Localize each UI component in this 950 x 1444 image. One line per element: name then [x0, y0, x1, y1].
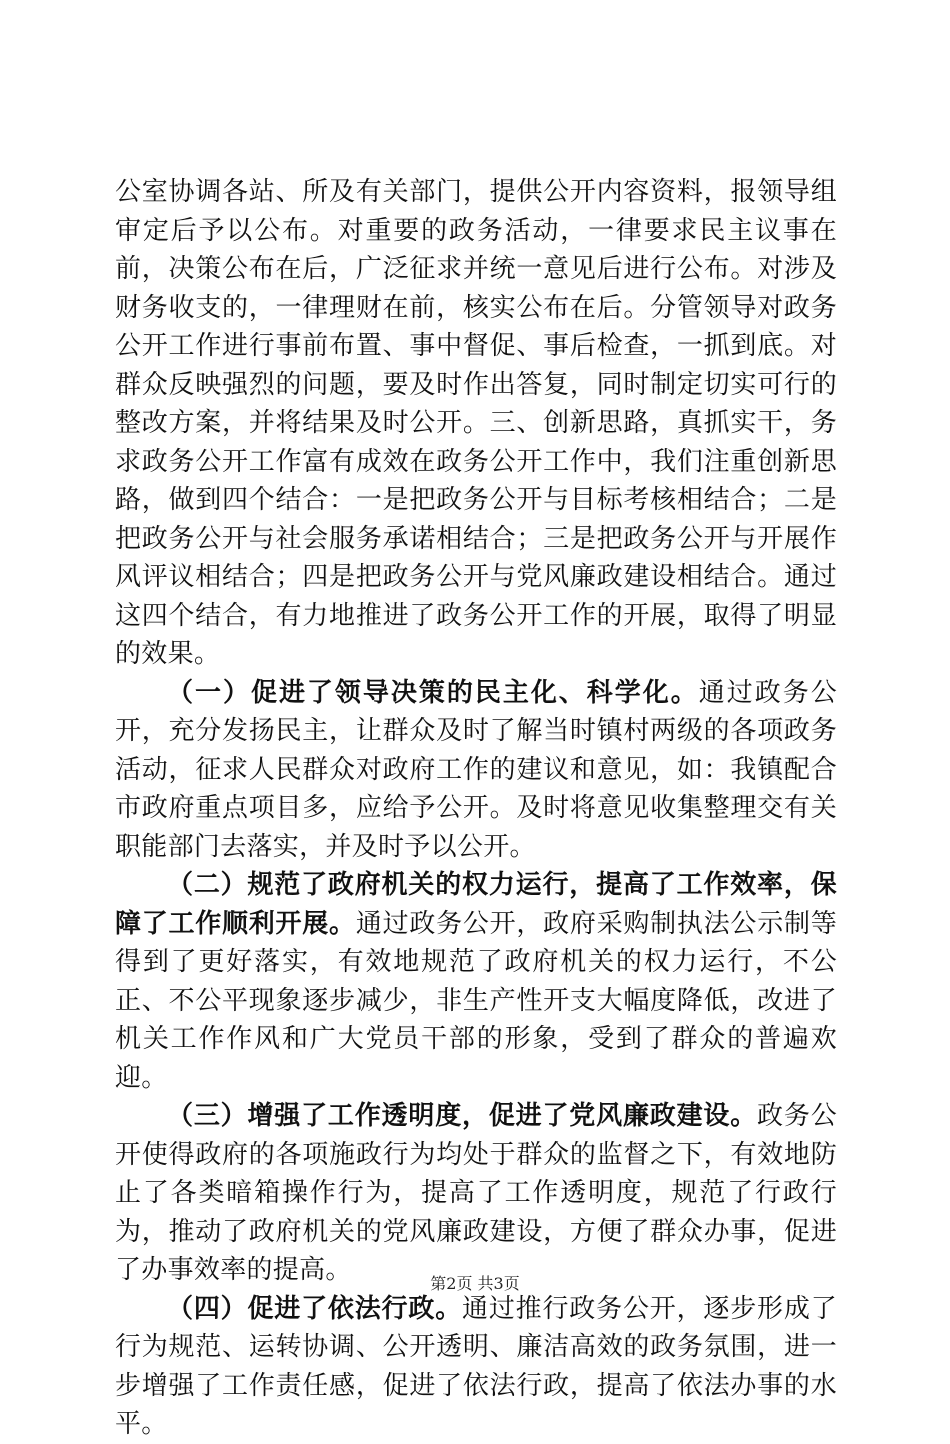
- section-paragraph-2: [115, 866, 837, 1097]
- section-text-2: 通过政务公开，政府采购制执法公示制等得到了更好落实，有效地规范了政府机关的权力运行，不公正、不公平现象逐步减少，非生产性开支大幅度降低，改进了机关工作作风和广大党员干部的形象，受到了群众的普遍欢迎。: [115, 908, 838, 1093]
- section-heading-2: （二）规范了政府机关的权力运行，提高了工作效率，保障了工作顺利开展。: [115, 870, 837, 939]
- section-paragraph-1: [115, 674, 837, 867]
- section-heading-4: （四）促进了依法行政。: [167, 1293, 463, 1324]
- section-paragraph-3: [115, 1097, 837, 1290]
- section-text-1: 通过政务公开，充分发扬民主，让群众及时了解当时镇村两级的各项政务活动，征求人民群众对政府工作的建议和意见，如：我镇配合市政府重点项目多，应给予公开。及时将意见收集整理交有关职能部门去落实，并及时予以公开。: [115, 677, 837, 862]
- section-heading-1: （一）促进了领导决策的民主化、科学化。: [167, 677, 699, 708]
- section-text-4: 通过推行政务公开，逐步形成了行为规范、运转协调、公开透明、廉洁高效的政务氛围，进一步增强了工作责任感，促进了依法行政，提高了依法办事的水平。: [115, 1293, 837, 1439]
- section-text-3: 政务公开使得政府的各项施政行为均处于群众的监督之下，有效地防止了各类暗箱操作行为，提高了工作透明度，规范了行政行为，推动了政府机关的党风廉政建设，方便了群众办事，促进了办事效率的提高。: [115, 1101, 837, 1285]
- section-heading-3: （三）增强了工作透明度，促进了党风廉政建设。: [167, 1101, 758, 1131]
- section-paragraph-4: [115, 1290, 837, 1444]
- document-body: [115, 173, 837, 1444]
- page-footer: 第2页 共3页: [430, 1274, 520, 1293]
- continuation-paragraph: 公室协调各站、所及有关部门，提供公开内容资料，报领导组审定后予以公布。对重要的政务活动，一律要求民主议事在前，决策公布在后，广泛征求并统一意见后进行公布。对涉及财务收支的，一律理财在前，核实公布在后。分管领导对政务公开工作进行事前布置、事中督促、事后检查，一抓到底。对群众反映强烈的问题，要及时作出答复，同时制定切实可行的整改方案，并将结果及时公开。三、创新思路，真抓实干，务求政务公开工作富有成效在政务公开工作中，我们注重创新思路，做到四个结合：一是把政务公开与目标考核相结合；二是把政务公开与社会服务承诺相结合；三是把政务公开与开展作风评议相结合；四是把政务公开与党风廉政建设相结合。通过这四个结合，有力地推进了政务公开工作的开展，取得了明显的效果。: [115, 177, 837, 669]
